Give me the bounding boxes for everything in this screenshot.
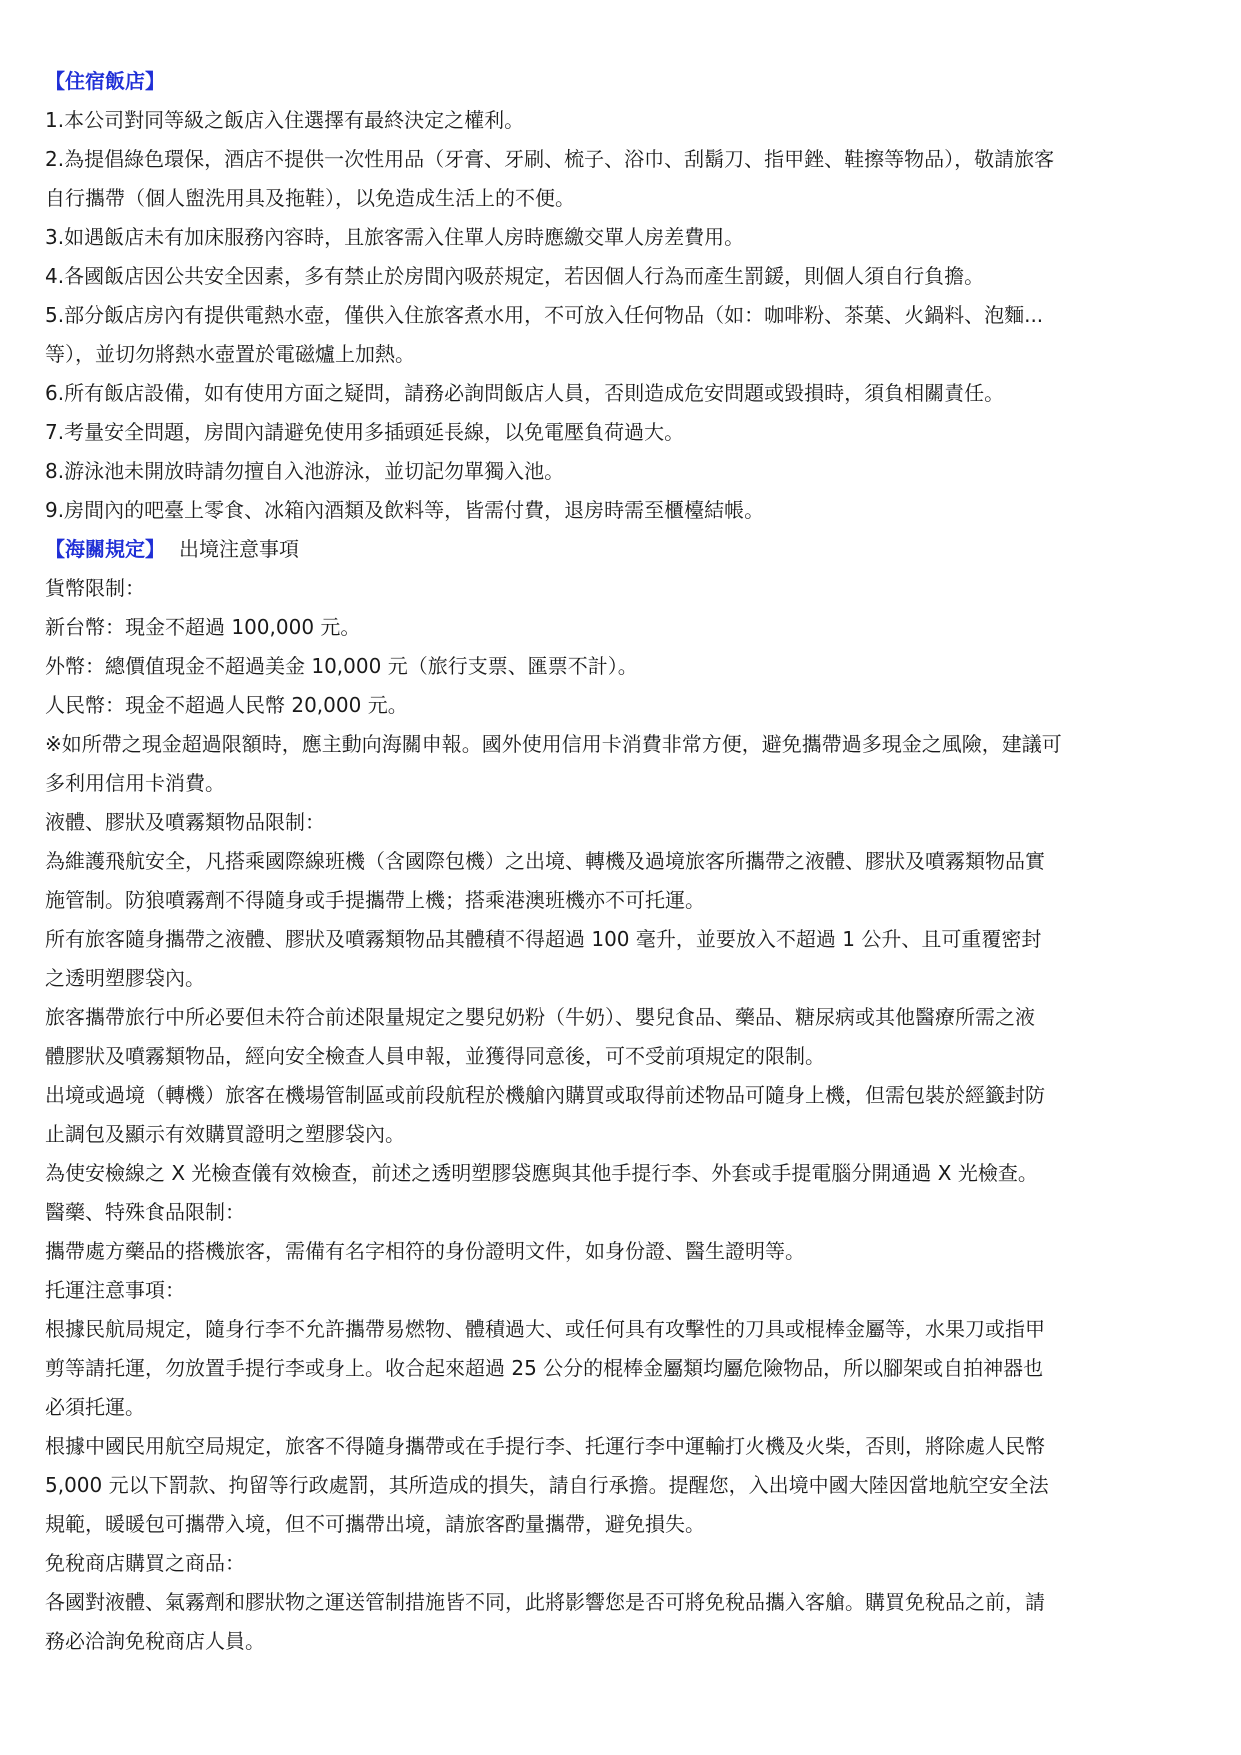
hotel-line-7: 等），並切勿將熱水壺置於電磁爐上加熱。 [45,342,415,366]
customs-line-28: 務必洽詢免稅商店人員。 [45,1629,265,1653]
customs-line-15: 止調包及顯示有效購買證明之塑膠袋內。 [45,1122,405,1146]
customs-line-13: 體膠狀及噴霧類物品，經向安全檢查人員申報，並獲得同意後，可不受前項規定的限制。 [45,1044,825,1068]
customs-line-1: 貨幣限制： [45,576,145,600]
customs-line-26: 免稅商店購買之商品： [45,1551,245,1575]
customs-line-10: 所有旅客隨身攜帶之液體、膠狀及噴霧類物品其體積不得超過 100 毫升，並要放入不超過 1 公升、且可重覆密封 [45,927,1042,951]
customs-line-22: 必須托運。 [45,1395,145,1419]
hotel-line-9: 7.考量安全問題，房間內請避免使用多插頭延長線，以免電壓負荷過大。 [45,420,685,444]
customs-line-17: 醫藥、特殊食品限制： [45,1200,245,1224]
customs-line-7: 液體、膠狀及噴霧類物品限制： [45,810,325,834]
hotel-line-3: 自行攜帶（個人盥洗用具及拖鞋），以免造成生活上的不便。 [45,186,575,210]
hotel-line-4: 3.如遇飯店未有加床服務內容時，且旅客需入住單人房時應繳交單人房差費用。 [45,225,745,249]
customs-heading-row [45,530,1201,569]
customs-line-27: 各國對液體、氣霧劑和膠狀物之運送管制措施皆不同，此將影響您是否可將免稅品攜入客艙。購買免稅品之前，請 [45,1590,1045,1614]
customs-heading: 【海關規定】 [45,537,165,561]
customs-line-2: 新台幣：現金不超過 100,000 元。 [45,615,361,639]
hotel-heading: 【住宿飯店】 [45,69,165,93]
hotel-line-5: 4.各國飯店因公共安全因素，多有禁止於房間內吸菸規定，若因個人行為而產生罰鍰，則個人須自行負擔。 [45,264,985,288]
customs-line-5: ※如所帶之現金超過限額時，應主動向海關申報。國外使用信用卡消費非常方便，避免攜帶過多現金之風險，建議可 [45,732,1062,756]
customs-line-4: 人民幣：現金不超過人民幣 20,000 元。 [45,693,408,717]
customs-line-24: 5,000 元以下罰款、拘留等行政處罰，其所造成的損失，請自行承擔。提醒您，入出境中國大陸因當地航空安全法 [45,1473,1049,1497]
customs-line-18: 攜帶處方藥品的搭機旅客，需備有名字相符的身份證明文件，如身份證、醫生證明等。 [45,1239,805,1263]
customs-line-16: 為使安檢線之 X 光檢查儀有效檢查，前述之透明塑膠袋應與其他手提行李、外套或手提電腦分開通過 X 光檢查。 [45,1161,1038,1185]
hotel-line-8: 6.所有飯店設備，如有使用方面之疑問，請務必詢問飯店人員，否則造成危安問題或毀損時，須負相關責任。 [45,381,1005,405]
customs-line-6: 多利用信用卡消費。 [45,771,225,795]
customs-subheading: 出境注意事項 [179,537,299,561]
customs-line-19: 托運注意事項： [45,1278,185,1302]
customs-line-23: 根據中國民用航空局規定，旅客不得隨身攜帶或在手提行李、托運行李中運輸打火機及火柴，否則，將除處人民幣 [45,1434,1045,1458]
customs-line-14: 出境或過境（轉機）旅客在機場管制區或前段航程於機艙內購買或取得前述物品可隨身上機，但需包裝於經籤封防 [45,1083,1045,1107]
customs-line-20: 根據民航局規定，隨身行李不允許攜帶易燃物、體積過大、或任何具有攻擊性的刀具或棍棒金屬等，水果刀或指甲 [45,1317,1045,1341]
customs-line-8: 為維護飛航安全，凡搭乘國際線班機（含國際包機）之出境、轉機及過境旅客所攜帶之液體、膠狀及噴霧類物品實 [45,849,1045,873]
hotel-line-2: 2.為提倡綠色環保，酒店不提供一次性用品（牙膏、牙刷、梳子、浴巾、刮鬍刀、指甲銼、鞋擦等物品），敬請旅客 [45,147,1055,171]
customs-line-9: 施管制。防狼噴霧劑不得隨身或手提攜帶上機；搭乘港澳班機亦不可托運。 [45,888,705,912]
customs-line-12: 旅客攜帶旅行中所必要但未符合前述限量規定之嬰兒奶粉（牛奶）、嬰兒食品、藥品、糖尿病或其他醫療所需之液 [45,1005,1035,1029]
hotel-line-10: 8.游泳池未開放時請勿擅自入池游泳，並切記勿單獨入池。 [45,459,565,483]
hotel-line-1: 1.本公司對同等級之飯店入住選擇有最終決定之權利。 [45,108,525,132]
hotel-line-11: 9.房間內的吧臺上零食、冰箱內酒類及飲料等，皆需付費，退房時需至櫃檯結帳。 [45,498,765,522]
customs-line-11: 之透明塑膠袋內。 [45,966,205,990]
customs-line-21: 剪等請托運，勿放置手提行李或身上。收合起來超過 25 公分的棍棒金屬類均屬危險物品，所以腳架或自拍神器也 [45,1356,1044,1380]
customs-line-3: 外幣：總價值現金不超過美金 10,000 元（旅行支票、匯票不計）。 [45,654,638,678]
customs-line-25: 規範，暖暖包可攜帶入境，但不可攜帶出境，請旅客酌量攜帶，避免損失。 [45,1512,705,1536]
hotel-line-6: 5.部分飯店房內有提供電熱水壺，僅供入住旅客煮水用，不可放入任何物品（如：咖啡粉、茶葉、火鍋料、泡麵... [45,303,1044,327]
